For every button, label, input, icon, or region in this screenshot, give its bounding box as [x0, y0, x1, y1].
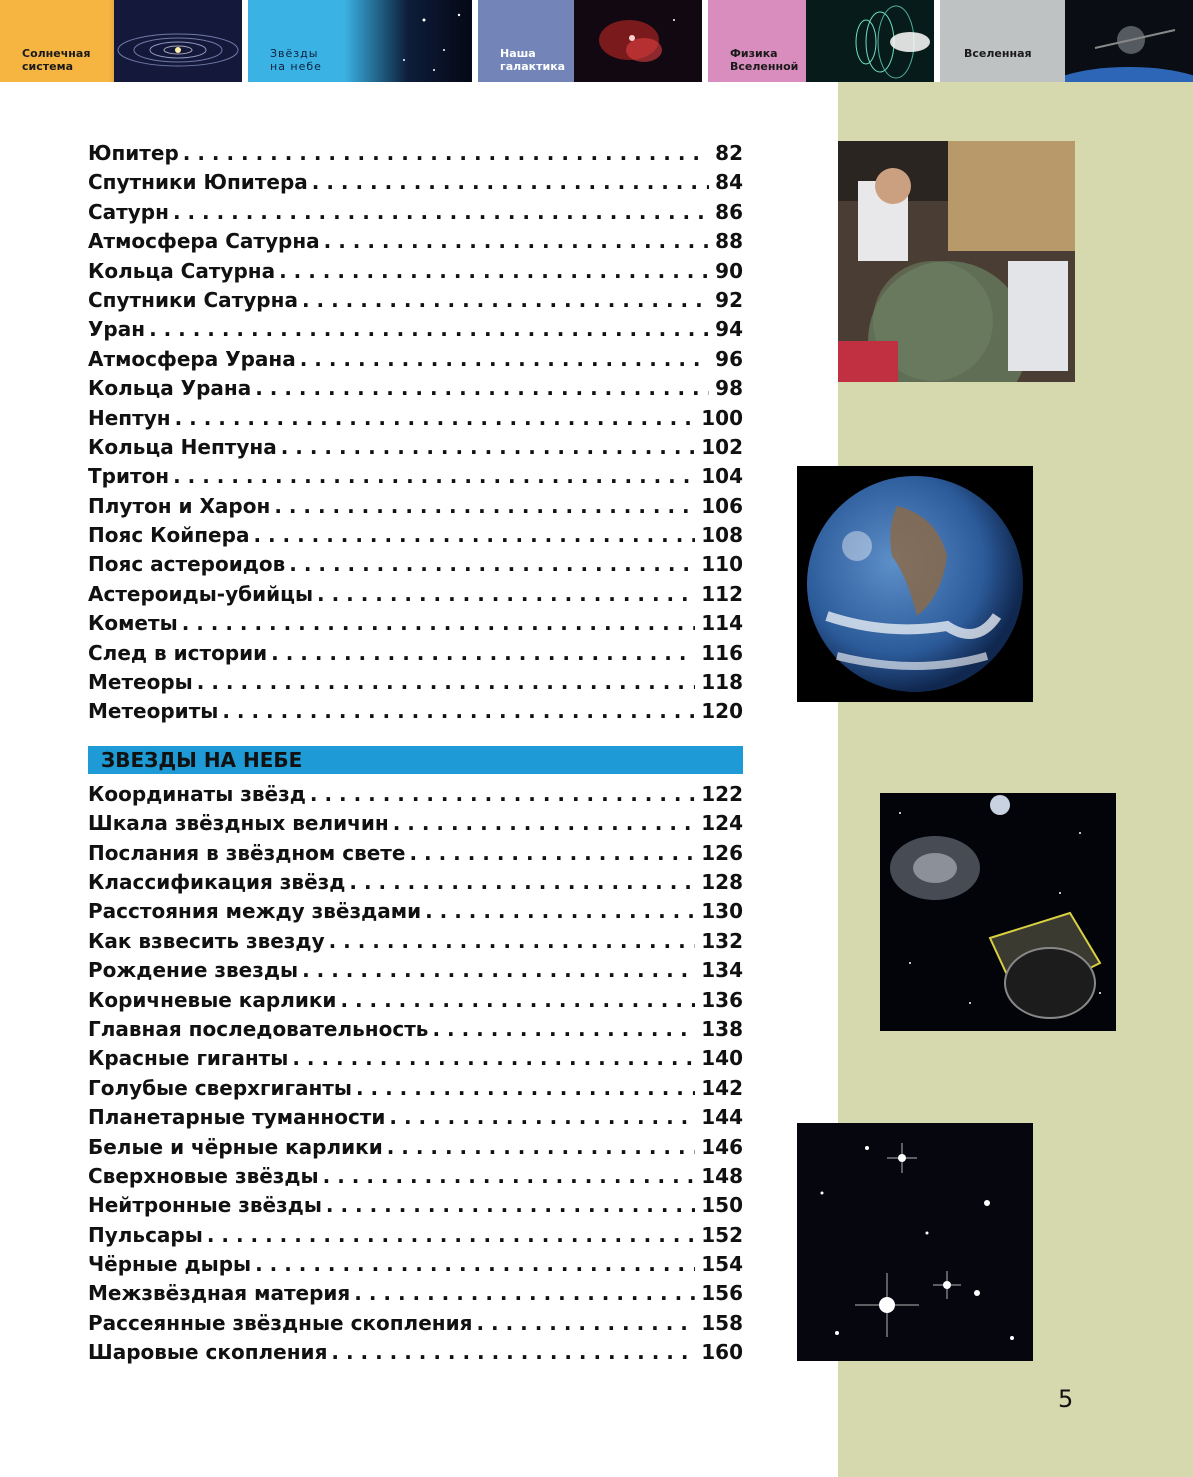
- starfield-image: [344, 0, 472, 82]
- toc-entry-page: 150: [701, 1193, 743, 1218]
- space-telescope-photo: [880, 793, 1116, 1031]
- toc-entry-title: Тритон: [88, 464, 170, 489]
- toc-entry-page: 96: [715, 346, 743, 371]
- toc-entry-title: Кометы: [88, 611, 178, 636]
- toc-entry-page: 148: [701, 1163, 743, 1188]
- toc-entry-page: 160: [701, 1340, 743, 1365]
- dot-leader: [310, 780, 695, 809]
- toc-entry[interactable]: [88, 956, 743, 985]
- dot-leader: [329, 927, 696, 956]
- toc-entry-page: 108: [701, 523, 743, 548]
- dot-leader: [207, 1221, 695, 1250]
- tab-label: Солнечная система: [22, 47, 91, 73]
- toc-entry[interactable]: [88, 639, 743, 668]
- toc-entry-title: Пояс Койпера: [88, 523, 250, 548]
- nebula-image: [574, 0, 702, 82]
- dot-leader: [349, 868, 695, 897]
- table-of-contents: [88, 139, 743, 1368]
- toc-entry-title: Голубые сверхгиганты: [88, 1075, 352, 1100]
- toc-entry-title: След в истории: [88, 640, 268, 665]
- orbits-image: [114, 0, 242, 82]
- toc-entry-title: Шкала звёздных величин: [88, 811, 389, 836]
- toc-entry[interactable]: [88, 227, 743, 256]
- tab-label: Звёзды на небе: [270, 47, 322, 73]
- toc-entry-title: Расстояния между звёздами: [88, 899, 422, 924]
- toc-entry[interactable]: [88, 404, 743, 433]
- toc-entry-page: 100: [701, 405, 743, 430]
- dot-leader: [302, 956, 695, 985]
- toc-entry[interactable]: [88, 839, 743, 868]
- dot-leader: [289, 550, 695, 579]
- toc-entry-title: Пульсары: [88, 1222, 203, 1247]
- tab-label: Вселенная: [964, 47, 1032, 60]
- dot-leader: [356, 1074, 695, 1103]
- toc-entry-title: Чёрные дыры: [88, 1252, 252, 1277]
- toc-entry-page: 90: [715, 258, 743, 283]
- toc-entry[interactable]: [88, 168, 743, 197]
- toc-entry[interactable]: [88, 1162, 743, 1191]
- toc-entry-page: 128: [701, 869, 743, 894]
- toc-entry-title: Сатурн: [88, 199, 169, 224]
- section-tabs: [0, 0, 1193, 82]
- spacecraft-image: [1065, 0, 1193, 82]
- toc-entry-title: Межзвёздная материя: [88, 1281, 351, 1306]
- toc-entry-page: 106: [701, 493, 743, 518]
- star-cluster-photo: [797, 1123, 1033, 1361]
- toc-entry[interactable]: [88, 315, 743, 344]
- toc-entry-page: 82: [715, 141, 743, 165]
- toc-entry-title: Нейтронные звёзды: [88, 1193, 322, 1218]
- globe-model-photo: [838, 141, 1075, 382]
- dot-leader: [300, 345, 709, 374]
- toc-entry-page: 152: [701, 1222, 743, 1247]
- toc-entry-title: Коричневые карлики: [88, 987, 337, 1012]
- toc-entry-page: 122: [701, 781, 743, 806]
- dot-leader: [340, 986, 695, 1015]
- toc-entry-page: 138: [701, 1016, 743, 1041]
- toc-entry[interactable]: [88, 986, 743, 1015]
- dot-leader: [317, 580, 695, 609]
- dot-leader: [409, 839, 695, 868]
- dot-leader: [281, 433, 696, 462]
- toc-entry-title: Нептун: [88, 405, 171, 430]
- dot-leader: [173, 198, 709, 227]
- dot-leader: [182, 609, 696, 638]
- dot-leader: [326, 1191, 695, 1220]
- dot-leader: [271, 639, 695, 668]
- toc-entry-title: Красные гиганты: [88, 1046, 289, 1071]
- tab-label: Физика Вселенной: [730, 47, 799, 73]
- toc-entry-title: Сверхновые звёзды: [88, 1163, 319, 1188]
- toc-entry-title: Планетарные туманности: [88, 1105, 386, 1130]
- toc-entry[interactable]: [88, 580, 743, 609]
- toc-entry-page: 132: [701, 928, 743, 953]
- toc-entry-page: 124: [701, 811, 743, 836]
- dot-leader: [432, 1015, 695, 1044]
- toc-entry[interactable]: [88, 697, 743, 726]
- section-header-stars: ЗВЕЗДЫ НА НЕБЕ: [88, 746, 743, 774]
- toc-entry-title: Спутники Юпитера: [88, 170, 308, 195]
- toc-entry[interactable]: [88, 1191, 743, 1220]
- toc-entry-title: Как взвесить звезду: [88, 928, 325, 953]
- toc-entry[interactable]: [88, 198, 743, 227]
- toc-entry[interactable]: [88, 257, 743, 286]
- page-number: 5: [1058, 1385, 1074, 1413]
- toc-entry-page: 118: [701, 670, 743, 695]
- toc-entry-title: Белые и чёрные карлики: [88, 1134, 383, 1159]
- dot-leader: [354, 1279, 695, 1308]
- toc-entry-page: 92: [715, 287, 743, 312]
- toc-entry-title: Атмосфера Сатурна: [88, 229, 320, 254]
- toc-entry-title: Спутники Сатурна: [88, 287, 298, 312]
- dot-leader: [253, 521, 695, 550]
- dot-leader: [476, 1309, 695, 1338]
- toc-entry-page: 94: [715, 317, 743, 342]
- toc-entry-title: Метеоры: [88, 670, 193, 695]
- toc-entry-page: 110: [701, 552, 743, 577]
- toc-entry-page: 98: [715, 376, 743, 401]
- toc-entry[interactable]: [88, 345, 743, 374]
- tab-label: Наша галактика: [500, 47, 566, 73]
- dot-leader: [274, 492, 695, 521]
- toc-entry-page: 156: [701, 1281, 743, 1306]
- toc-entry-page: 120: [701, 699, 743, 724]
- dot-leader: [425, 897, 695, 926]
- toc-entry-page: 114: [701, 611, 743, 636]
- dot-leader: [173, 462, 695, 491]
- tab-solar-system[interactable]: [0, 0, 242, 82]
- tab-physics-universe[interactable]: [708, 0, 934, 82]
- toc-entry-page: 102: [701, 434, 743, 459]
- toc-entry-title: Пояс астероидов: [88, 552, 286, 577]
- toc-entry-title: Метеориты: [88, 699, 219, 724]
- toc-entry[interactable]: [88, 1338, 743, 1367]
- toc-entry[interactable]: [88, 809, 743, 838]
- dot-leader: [197, 668, 695, 697]
- toc-entry[interactable]: [88, 462, 743, 491]
- toc-entry[interactable]: [88, 1015, 743, 1044]
- toc-entry-title: Юпитер: [88, 141, 179, 165]
- dot-leader: [312, 168, 709, 197]
- toc-entry-page: 136: [701, 987, 743, 1012]
- toc-entry-page: 146: [701, 1134, 743, 1159]
- toc-entry-title: Кольца Сатурна: [88, 258, 276, 283]
- earth-photo: [797, 466, 1033, 702]
- toc-entry-title: Рассеянные звёздные скопления: [88, 1310, 473, 1335]
- toc-entry-page: 126: [701, 840, 743, 865]
- dot-leader: [279, 257, 709, 286]
- toc-entry[interactable]: [88, 1309, 743, 1338]
- toc-entry-title: Главная последовательность: [88, 1016, 429, 1041]
- dot-leader: [331, 1338, 695, 1367]
- toc-entry[interactable]: [88, 780, 743, 809]
- dot-leader: [302, 286, 709, 315]
- toc-entry[interactable]: [88, 1279, 743, 1308]
- toc-entry-title: Шаровые скопления: [88, 1340, 328, 1365]
- toc-entry-page: 140: [701, 1046, 743, 1071]
- dot-leader: [292, 1044, 695, 1073]
- dot-leader: [324, 227, 710, 256]
- toc-entry-page: 86: [715, 199, 743, 224]
- dot-leader: [389, 1103, 695, 1132]
- tab-universe[interactable]: [940, 0, 1193, 82]
- toc-entry[interactable]: [88, 433, 743, 462]
- dot-leader: [393, 809, 696, 838]
- toc-entry[interactable]: [88, 550, 743, 579]
- toc-entry-title: Плутон и Харон: [88, 493, 271, 518]
- toc-entry[interactable]: [88, 609, 743, 638]
- dot-leader: [222, 697, 695, 726]
- toc-entry-page: 142: [701, 1075, 743, 1100]
- toc-entry[interactable]: [88, 868, 743, 897]
- toc-entry-page: 104: [701, 464, 743, 489]
- toc-entry-title: Классификация звёзд: [88, 869, 346, 894]
- toc-part-2: [88, 780, 743, 1368]
- toc-entry-page: 134: [701, 958, 743, 983]
- tab-stars-in-sky[interactable]: [248, 0, 472, 82]
- dot-leader: [183, 139, 709, 168]
- toc-entry-title: Послания в звёздном свете: [88, 840, 406, 865]
- wave-image: [806, 0, 934, 82]
- toc-entry[interactable]: [88, 897, 743, 926]
- toc-entry[interactable]: [88, 286, 743, 315]
- toc-entry-title: Кольца Урана: [88, 376, 252, 401]
- toc-entry-title: Астероиды-убийцы: [88, 581, 314, 606]
- dot-leader: [255, 1250, 695, 1279]
- toc-entry[interactable]: [88, 1074, 743, 1103]
- toc-entry-title: Атмосфера Урана: [88, 346, 296, 371]
- toc-entry[interactable]: [88, 492, 743, 521]
- toc-part-1: [88, 139, 743, 727]
- toc-entry-title: Кольца Нептуна: [88, 434, 277, 459]
- toc-entry[interactable]: [88, 1250, 743, 1279]
- toc-entry-page: 88: [715, 229, 743, 254]
- toc-entry[interactable]: [88, 374, 743, 403]
- toc-entry-page: 116: [701, 640, 743, 665]
- tab-our-galaxy[interactable]: [478, 0, 702, 82]
- toc-entry[interactable]: [88, 927, 743, 956]
- dot-leader: [323, 1162, 696, 1191]
- toc-entry[interactable]: [88, 521, 743, 550]
- toc-entry[interactable]: [88, 1044, 743, 1073]
- toc-entry[interactable]: [88, 1103, 743, 1132]
- toc-entry[interactable]: [88, 1133, 743, 1162]
- toc-entry-page: 158: [701, 1310, 743, 1335]
- toc-entry[interactable]: [88, 668, 743, 697]
- dot-leader: [175, 404, 696, 433]
- toc-entry-page: 154: [701, 1252, 743, 1277]
- toc-entry-title: Рождение звезды: [88, 958, 299, 983]
- dot-leader: [255, 374, 709, 403]
- dot-leader: [149, 315, 709, 344]
- toc-entry-title: Координаты звёзд: [88, 781, 306, 806]
- toc-entry-title: Уран: [88, 317, 146, 342]
- dot-leader: [387, 1133, 696, 1162]
- toc-entry-page: 130: [701, 899, 743, 924]
- toc-entry-page: 144: [701, 1105, 743, 1130]
- toc-entry[interactable]: [88, 139, 743, 168]
- toc-entry[interactable]: [88, 1221, 743, 1250]
- toc-entry-page: 84: [715, 170, 743, 195]
- toc-entry-page: 112: [701, 581, 743, 606]
